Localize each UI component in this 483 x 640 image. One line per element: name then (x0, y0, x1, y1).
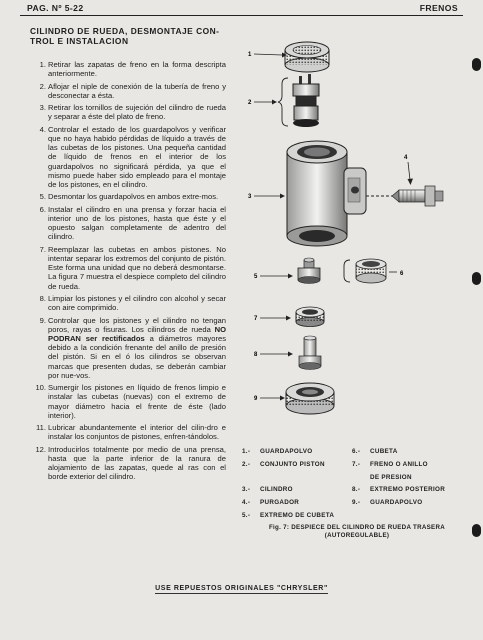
step-number: 11. (36, 423, 46, 433)
legend-entry (242, 486, 293, 493)
step-text-bold: NO PODRAN ser rectificados (48, 324, 226, 343)
step-number: 2. (39, 81, 46, 91)
step-7 (30, 245, 226, 291)
legend-label: FRENO O ANILLO (370, 460, 428, 468)
legend-row (242, 512, 462, 525)
legend-label: GUARDAPOLVO (370, 499, 423, 507)
legend-number: 8.- (352, 486, 361, 494)
legend-label: CUBETA (370, 448, 398, 455)
step-1 (30, 60, 226, 78)
callout-4: 4 (404, 155, 408, 161)
callout-2: 2 (248, 100, 252, 106)
legend-label: CILINDRO (260, 486, 293, 494)
legend-number: 9.- (352, 499, 361, 507)
step-text: Aflojar el niple de conexión de la tubería de freno y desconectar a ésta. (48, 81, 226, 100)
legend-row (242, 474, 462, 487)
step-text: a diámetros mayores debido a la condición frenante del anillo de presión del pistón. Si en el ó los cilindros se observan marcas que presenten dudas, se deberán cambiar por nue-vos. (48, 333, 226, 380)
legend-label: CONJUNTO PISTON (260, 460, 325, 468)
procedure-steps (30, 60, 226, 485)
step-8 (30, 294, 226, 312)
section-name: FRENOS (419, 3, 458, 13)
step-5 (30, 192, 226, 201)
step-text: Retirar las zapatas de freno en la forma descripta anteriormente. (48, 60, 226, 79)
callout-6: 6 (400, 271, 404, 277)
part-dust-boot-bottom (286, 383, 334, 414)
step-text: Controlar que los pistones y el cilindro no tengan poros, rayas o fisuras. Los cilindros de rueda (48, 315, 226, 334)
step-6 (30, 205, 226, 242)
legend-entry (242, 499, 299, 506)
step-number: 8. (39, 293, 46, 303)
legend-entry (242, 512, 334, 519)
step-text: Sumergir los pistones en líquido de frenos limpio e instalar las cubetas (nuevas) con el extremo de mayor diámetro hacia el frente de éste (lado interior). (48, 383, 226, 420)
step-number: 5. (39, 192, 46, 202)
step-11 (30, 423, 226, 441)
step-12 (30, 445, 226, 482)
binder-hole-top (472, 58, 481, 71)
step-number: 10. (35, 383, 46, 393)
step-number: 12. (35, 444, 46, 454)
legend-entry (242, 448, 313, 455)
legend-row (242, 461, 462, 474)
step-text: Reemplazar las cubetas en ambos pistones. No intentar separar los extremos del conjunto de pistón. Este forma una unidad que no deberá desmontarse. La figura 7 muestra el despiece completo del cilindro de rueda. (48, 244, 226, 291)
legend-row (242, 499, 462, 512)
part-bleeder-screw (392, 186, 443, 206)
binder-hole-bottom (472, 524, 481, 537)
legend-number: 2.- (242, 460, 251, 468)
legend-number: 1.- (242, 448, 251, 455)
step-text: Retirar los tornillos de sujeción del cilindro de rueda y separar a éste del plato de freno. (48, 103, 226, 122)
step-text: Desmontar los guardapolvos en ambos extre-mos. (48, 192, 219, 202)
step-4 (30, 125, 226, 189)
legend-number: 3.- (242, 486, 251, 494)
part-pressure-ring (296, 307, 324, 327)
legend-row (242, 486, 462, 499)
parts-legend (242, 448, 462, 525)
footer-text: USE REPUESTOS ORIGINALES "CHRYSLER" (155, 585, 328, 592)
step-text: Limpiar los pistones y el cilindro con alcohol y secar con aire comprimido. (48, 293, 226, 313)
callout-5: 5 (254, 274, 258, 280)
binder-hole-middle (472, 272, 481, 285)
part-dust-boot-top (285, 42, 329, 72)
legend-label: GUARDAPOLVO (260, 448, 313, 455)
part-cup-end (298, 258, 320, 284)
header-rule (20, 15, 463, 16)
legend-label: EXTREMO DE CUBETA (260, 511, 335, 519)
legend-entry (352, 474, 412, 481)
step-text: Introducirlos totalmente por medio de una prensa, hasta que la parte inferior de la ranura de alojamiento de las zapatas, quede al ras con el borde exterior del cilindro. (48, 444, 226, 482)
callout-8: 8 (254, 352, 258, 358)
legend-label: PURGADOR (260, 499, 300, 507)
step-number: 1. (39, 60, 46, 69)
part-rear-end (299, 336, 321, 370)
legend-entry (352, 486, 445, 493)
legend-entry (352, 499, 423, 506)
legend-entry (352, 512, 370, 519)
step-2 (30, 82, 226, 100)
step-number: 7. (39, 244, 46, 254)
step-number: 4. (39, 124, 46, 134)
step-9 (30, 316, 226, 380)
legend-row (242, 448, 462, 461)
legend-entry (352, 461, 428, 468)
figure-caption: Fig. 7: DESPIECE DEL CILINDRO DE RUEDA TRASERA (AUTOREGULABLE) (268, 524, 446, 539)
exploded-view-figure (244, 28, 464, 448)
legend-number: 7.- (352, 460, 361, 468)
step-number: 9. (39, 315, 46, 325)
callout-9: 9 (254, 396, 258, 402)
step-number: 6. (39, 204, 46, 214)
legend-entry (242, 474, 260, 481)
legend-label: DE PRESION (370, 473, 412, 481)
legend-number: 5.- (242, 511, 251, 519)
callout-1: 1 (248, 52, 252, 58)
footer-note (0, 585, 483, 592)
callout-7: 7 (254, 316, 258, 322)
page-number: PAG. Nº 5-22 (27, 3, 84, 13)
legend-label: EXTREMO POSTERIOR (370, 486, 446, 494)
step-10 (30, 383, 226, 420)
step-number: 3. (39, 103, 46, 113)
legend-entry (242, 461, 325, 468)
legend-number: 6.- (352, 448, 361, 455)
legend-number: 4.- (242, 499, 251, 507)
legend-entry (352, 448, 398, 455)
part-cylinder (287, 141, 366, 246)
step-text: Controlar el estado de los guardapolvos y verificar que no haya habido pérdidas de líquido a través de las cubetas de los pistones. Una pequeña cantidad de líquido de frenos en el interior de los guardapolvos no significará pérdida, ya que el mismo puede haber sido empleado para el montaje de los pistones, en el cilindro. (48, 124, 226, 189)
part-cup (356, 259, 386, 283)
callout-3: 3 (248, 194, 252, 200)
step-3 (30, 103, 226, 121)
part-piston-assembly (293, 74, 319, 127)
step-text: Lubricar abundantemente el interior del cilin-dro e instalar los conjuntos de pistones, enfren-tándolos. (48, 423, 226, 442)
step-text: Instalar el cilindro en una prensa y forzar hacia el interior uno de los pistones, hasta que éste y el opuesto salgan completamente de adentro del cilindro. (48, 204, 226, 242)
section-title: CILINDRO DE RUEDA, DESMONTAJE CON-TROL E INSTALACION (30, 26, 220, 46)
